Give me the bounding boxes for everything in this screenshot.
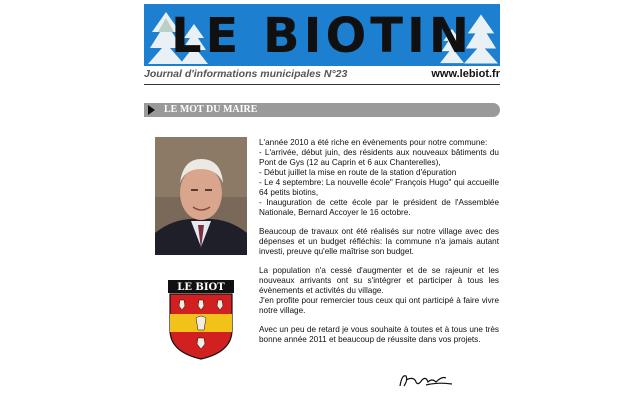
journal-subtitle: Journal d'informations municipales N°23: [144, 68, 348, 80]
masthead-subline: [144, 68, 500, 85]
masthead-banner: [144, 4, 500, 66]
list-item: - Le 4 septembre: La nouvelle école" François Hugo" qui accueille 64 petits biotins,: [259, 178, 499, 197]
list-item: - Inauguration de cette école par le président de l'Assemblée Nationale, Bernard Accoyer le 16 octobre.: [259, 198, 499, 217]
municipal-crest: [168, 280, 234, 360]
section-title: LE MOT DU MAIRE: [164, 104, 258, 115]
intro-paragraph: L'année 2010 a été riche en évènements pour notre commune:: [259, 138, 488, 147]
play-arrow-icon: [148, 105, 155, 115]
svg-text:LE BIOT: LE BIOT: [177, 282, 225, 293]
list-item: - L'arrivée, début juin, des résidents aux nouveaux bâtiments du Pont de Gys (12 au Caprin et 6 aux Chanterelles),: [259, 148, 499, 167]
mayor-signature: [396, 370, 456, 390]
website-link[interactable]: www.lebiot.fr: [431, 68, 500, 80]
population-paragraph: La population n'a cessé d'augmenter et de se rajeunir et les nouveaux arrivants ont su s'intégrer et participer à tous les évènements et activités du village.: [259, 266, 499, 295]
wishes-paragraph: Avec un peu de retard je vous souhaite à toutes et à tous une très bonne année 2011 et beaucoup de réussite dans vos projets.: [259, 325, 499, 344]
section-header: [144, 103, 500, 117]
thanks-paragraph: J'en profite pour remercier tous ceux qui ont participé à faire vivre notre village.: [259, 296, 499, 315]
list-item: - Début juillet la mise en route de la station d'épuration: [259, 168, 457, 177]
masthead-title: LE BIOTIN: [170, 8, 474, 64]
budget-paragraph: Beaucoup de travaux ont été réalisés sur notre village avec des dépenses et un budget réfléchis: la commune n'a jamais autant investi, preuve qu'elle maîtrise son budget.: [259, 227, 499, 256]
editorial-text: [259, 138, 499, 354]
mayor-photo: [155, 137, 247, 255]
